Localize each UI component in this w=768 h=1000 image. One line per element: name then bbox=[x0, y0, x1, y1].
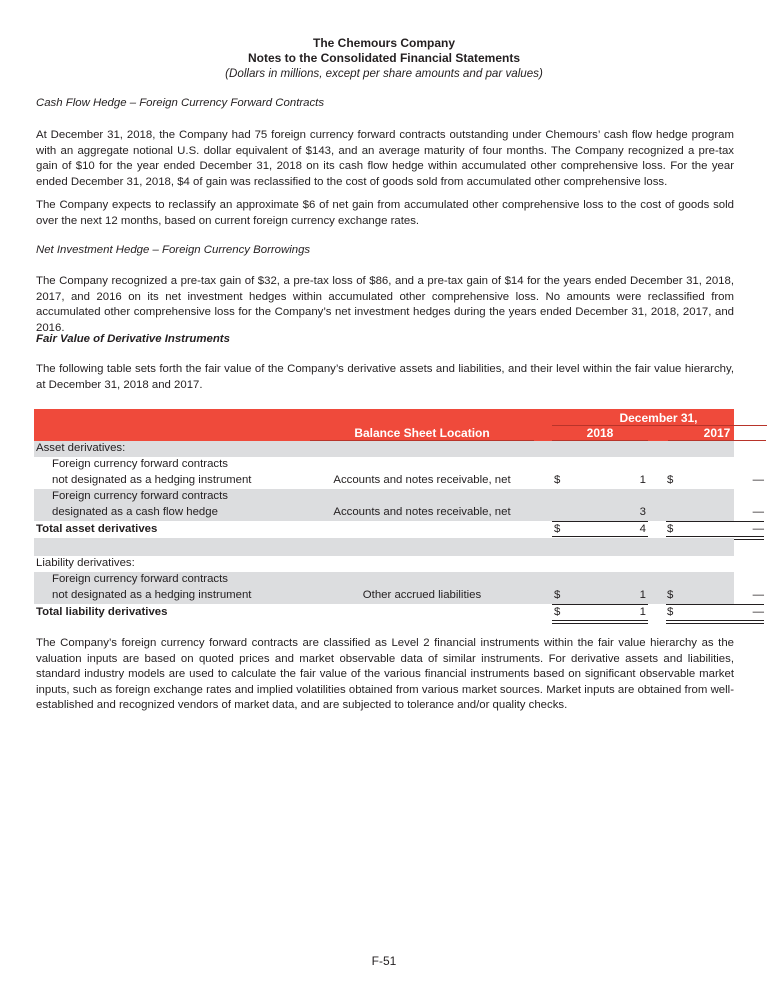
net-investment-hedge-paragraph: The Company recognized a pre-tax gain of $32, a pre-tax loss of $86, and a pre-tax gain of $14 for the years ended December 31, 2018, 2017, and 2016 on its net investment hedges within accumulated other comprehensive loss. No amounts were reclassified from accumulated other comprehensive loss for the Company’s net investment hedges during the years ended December 31, 2018, 2017, and 2016. bbox=[36, 275, 734, 334]
total-label: Total asset derivatives bbox=[36, 523, 158, 535]
document-title: Notes to the Consolidated Financial Statements bbox=[247, 51, 521, 65]
currency-2018: $ bbox=[554, 474, 561, 486]
balance-sheet-location: Accounts and notes receivable, net bbox=[333, 506, 511, 518]
currency-2018: $ bbox=[554, 523, 561, 535]
total-label: Total liability derivatives bbox=[36, 606, 168, 618]
fair-value-intro: The following table sets forth the fair value of the Company’s derivative assets and liabilities, and their level within the fair value hierarchy, at December 31, 2018 and 2017. bbox=[36, 363, 734, 391]
value-2018: 4 bbox=[639, 523, 646, 535]
row-label-line-2: not designated as a hedging instrument bbox=[52, 589, 252, 601]
value-2017: — bbox=[752, 606, 764, 618]
balance-sheet-location: Other accrued liabilities bbox=[362, 589, 482, 601]
value-2018: 1 bbox=[639, 606, 646, 618]
table-row bbox=[34, 489, 764, 521]
period-header: December 31, bbox=[619, 411, 698, 425]
total-double-rule-2017 bbox=[666, 620, 764, 624]
derivatives-fair-value-table bbox=[34, 409, 764, 622]
level-2-classification-paragraph: The Company’s foreign currency forward contracts are classified as Level 2 financial instruments within the fair value hierarchy as the valuation inputs are based on quoted prices and market observable data of similar instruments. For derivative assets and liabilities, standard industry models are used to calculate the fair value of the various financial instruments based on significant observable market inputs, such as foreign exchange rates and implied volatilities obtained from various market sources. Market inputs are obtained from well-established and recognized vendors of market data, and are subjected to tolerance and/or quality checks. bbox=[36, 637, 734, 712]
liability-total-row bbox=[34, 604, 764, 622]
row-label-line-2: designated as a cash flow hedge bbox=[52, 506, 218, 518]
row-label-line-2: not designated as a hedging instrument bbox=[52, 474, 252, 486]
total-double-rule-2018 bbox=[552, 620, 648, 624]
currency-2017: $ bbox=[667, 523, 674, 535]
year-2017-column-header: 2017 bbox=[703, 426, 731, 440]
table-header bbox=[34, 409, 734, 441]
row-label-line-1: Foreign currency forward contracts bbox=[52, 458, 228, 470]
currency-2018: $ bbox=[554, 589, 561, 601]
currency-2017: $ bbox=[667, 606, 674, 618]
currency-2017: $ bbox=[667, 589, 674, 601]
liability-section-row bbox=[34, 556, 734, 572]
row-label-line-1: Foreign currency forward contracts bbox=[52, 573, 228, 585]
fair-value-heading: Fair Value of Derivative Instruments bbox=[36, 333, 230, 345]
value-2017: — bbox=[752, 523, 764, 535]
net-investment-hedge-heading: Net Investment Hedge – Foreign Currency Borrowings bbox=[36, 244, 311, 256]
asset-total-row bbox=[34, 521, 764, 538]
cash-flow-hedge-paragraph-1: At December 31, 2018, the Company had 75 foreign currency forward contracts outstanding under Chemours’ cash flow hedge program with an aggregate notional U.S. dollar equivalent of $143, and an average maturity of four months. The Company recognized a pre-tax gain of $10 for the year ended December 31, 2018 on its cash flow hedge within accumulated other comprehensive loss. For the year ended December 31, 2018, $4 of gain was reclassified to the cost of goods sold from accumulated other comprehensive loss. bbox=[36, 129, 734, 188]
value-2017: — bbox=[752, 589, 764, 601]
year-2018-column-header: 2018 bbox=[586, 426, 614, 440]
table-row bbox=[34, 572, 764, 604]
spacer-row bbox=[34, 538, 734, 556]
location-column-header: Balance Sheet Location bbox=[354, 426, 490, 440]
value-2018: 3 bbox=[639, 506, 646, 518]
currency-2018: $ bbox=[554, 606, 561, 618]
company-name: The Chemours Company bbox=[312, 36, 456, 50]
value-2017: — bbox=[752, 474, 764, 486]
section-label: Asset derivatives: bbox=[36, 442, 126, 454]
balance-sheet-location: Accounts and notes receivable, net bbox=[333, 474, 511, 486]
value-2018: 1 bbox=[639, 474, 646, 486]
currency-2017: $ bbox=[667, 474, 674, 486]
cash-flow-hedge-paragraph-2: The Company expects to reclassify an approximate $6 of net gain from accumulated other comprehensive loss to the cost of goods sold over the next 12 months, based on current foreign currency exchange rates. bbox=[36, 199, 734, 227]
document-subtitle: (Dollars in millions, except per share amounts and par values) bbox=[225, 67, 543, 80]
value-2018: 1 bbox=[639, 589, 646, 601]
table-row bbox=[34, 457, 764, 489]
row-label-line-1: Foreign currency forward contracts bbox=[52, 490, 228, 502]
value-2017: — bbox=[752, 506, 764, 518]
page-number: F-51 bbox=[371, 954, 397, 968]
asset-section-row bbox=[34, 441, 734, 457]
cash-flow-hedge-heading: Cash Flow Hedge – Foreign Currency Forward Contracts bbox=[36, 97, 325, 109]
section-label: Liability derivatives: bbox=[36, 557, 135, 569]
